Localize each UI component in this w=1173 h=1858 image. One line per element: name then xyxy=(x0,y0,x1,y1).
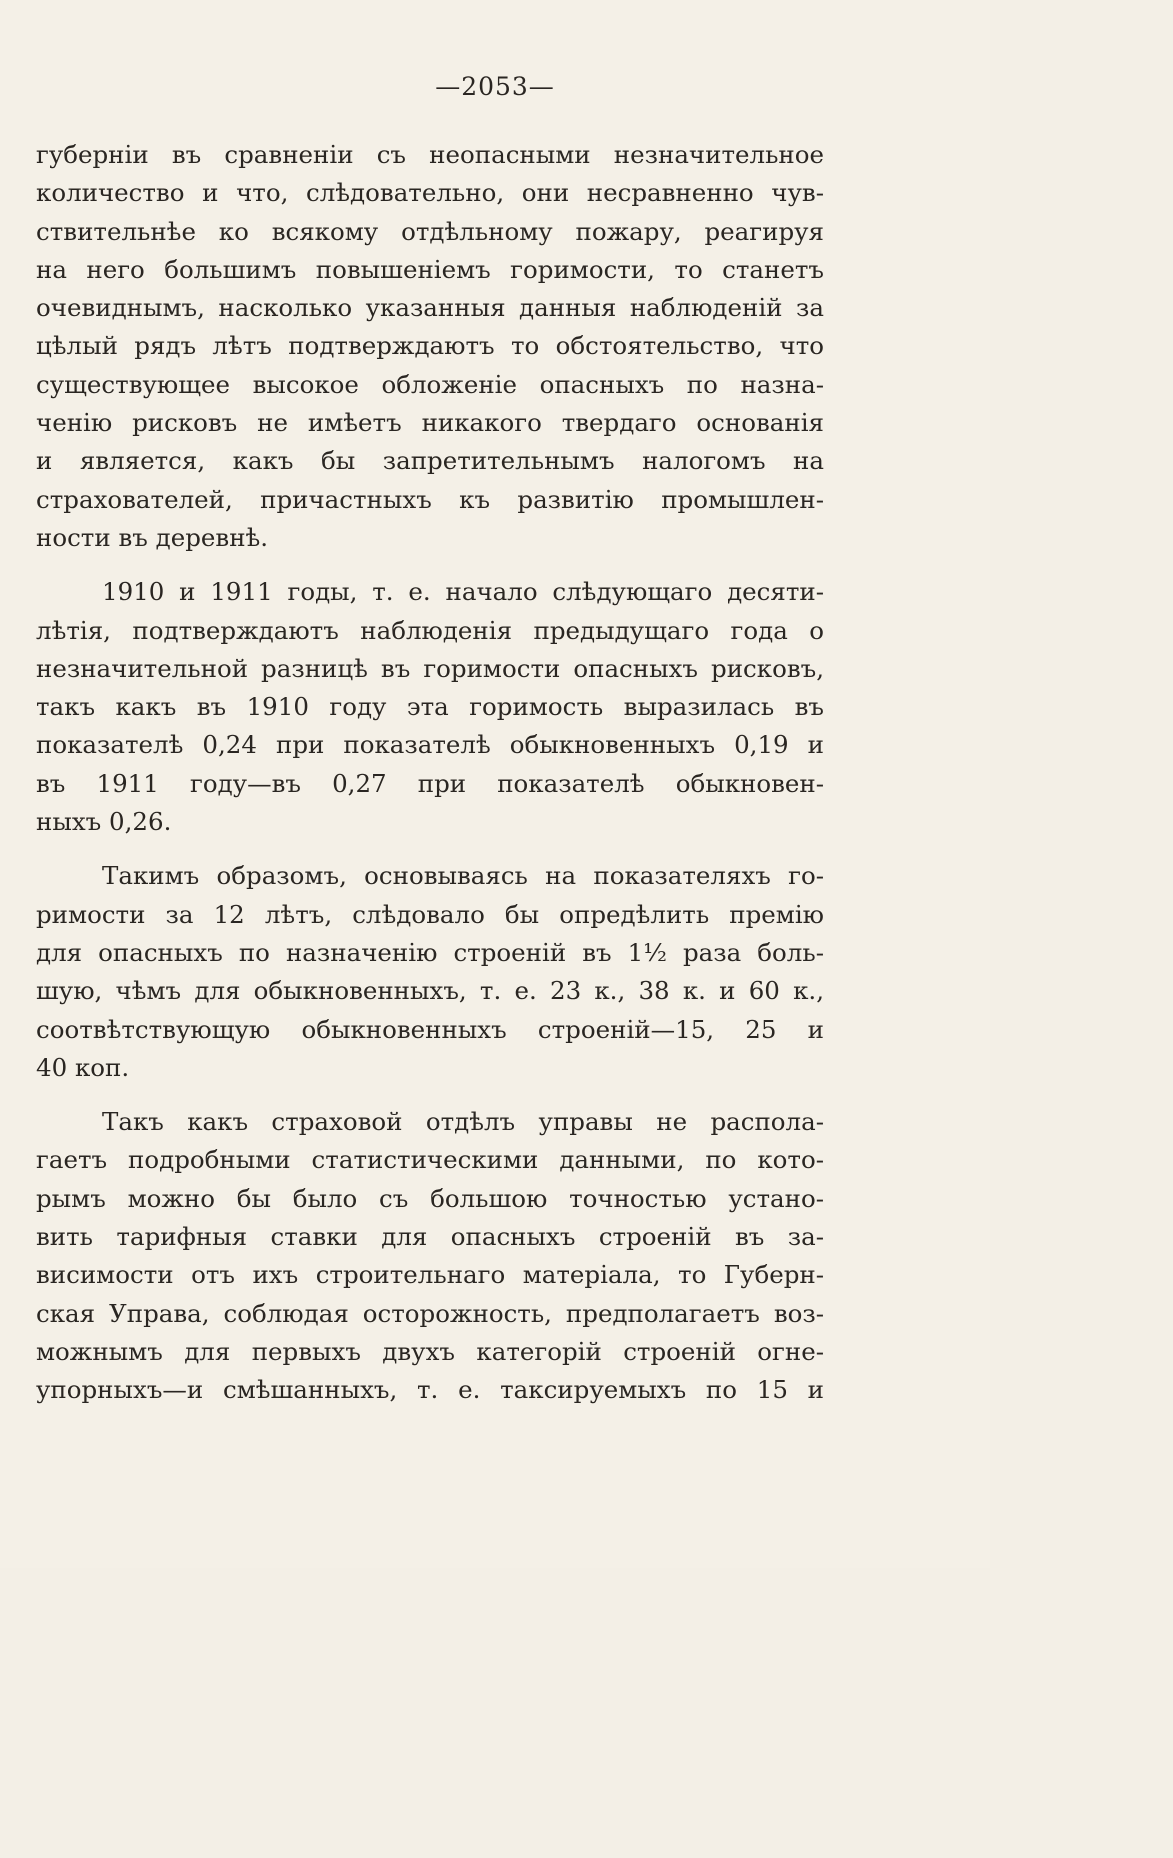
text-line: очевиднымъ, насколько указанныя данныя наблюденій за xyxy=(36,293,824,323)
text-line: вить тарифныя ставки для опасныхъ строеній въ за- xyxy=(36,1222,824,1252)
body-text xyxy=(36,136,824,1410)
text-line: существующее высокое обложеніе опасныхъ по назна- xyxy=(36,369,824,399)
paragraph xyxy=(36,1103,824,1409)
paragraph xyxy=(36,136,824,557)
text-line: количество и что, слѣдовательно, они несравненно чув- xyxy=(36,178,824,208)
text-line: лѣтія, подтверждаютъ наблюденія предыдущаго года о xyxy=(36,615,824,645)
text-line: ныхъ 0,26. xyxy=(36,807,172,837)
paragraph xyxy=(36,573,824,841)
text-line: можнымъ для первыхъ двухъ категорій строеній огне- xyxy=(36,1336,824,1366)
text-line: Такъ какъ страховой отдѣлъ управы не распола- xyxy=(102,1107,824,1137)
text-line: висимости отъ ихъ строительнаго матеріала, то Губерн- xyxy=(36,1260,824,1290)
text-line: ствительнѣе ко всякому отдѣльному пожару, реагируя xyxy=(36,216,824,246)
page-number: —2053— xyxy=(435,72,555,101)
text-line: ности въ деревнѣ. xyxy=(36,522,269,552)
text-line: показателѣ 0,24 при показателѣ обыкновенныхъ 0,19 и xyxy=(36,730,824,760)
paragraph xyxy=(36,857,824,1087)
text-line: Такимъ образомъ, основываясь на показателяхъ го- xyxy=(102,861,824,891)
paragraph-gap xyxy=(36,841,824,857)
text-line: 40 коп. xyxy=(36,1052,130,1082)
paragraph-gap xyxy=(36,557,824,573)
text-line: ченію рисковъ не имѣетъ никакого твердаго основанія xyxy=(36,408,824,438)
text-line: упорныхъ—и смѣшанныхъ, т. е. таксируемыхъ по 15 и xyxy=(36,1375,824,1405)
text-line: и является, какъ бы запретительнымъ налогомъ на xyxy=(36,446,824,476)
paragraph-gap xyxy=(36,1087,824,1103)
text-line: такъ какъ въ 1910 году эта горимость выразилась въ xyxy=(36,692,824,722)
text-line: римости за 12 лѣтъ, слѣдовало бы опредѣлить премію xyxy=(36,899,824,929)
text-line: соотвѣтствующую обыкновенныхъ строеній—15, 25 и xyxy=(36,1014,824,1044)
text-line: гаетъ подробными статистическими данными, по кото- xyxy=(36,1145,824,1175)
text-line: рымъ можно бы было съ большою точностью устано- xyxy=(36,1183,824,1213)
text-line: шую, чѣмъ для обыкновенныхъ, т. е. 23 к., 38 к. и 60 к., xyxy=(36,976,824,1006)
text-line: въ 1911 году—въ 0,27 при показателѣ обыкновен- xyxy=(36,768,824,798)
text-line: незначительной разницѣ въ горимости опасныхъ рисковъ, xyxy=(36,653,824,683)
text-line: на него большимъ повышеніемъ горимости, то станетъ xyxy=(36,254,824,284)
text-line: страхователей, причастныхъ къ развитію промышлен- xyxy=(36,484,824,514)
text-line: ская Управа, соблюдая осторожность, предполагаетъ воз- xyxy=(36,1298,824,1328)
text-line: для опасныхъ по назначенію строеній въ 1½ раза боль- xyxy=(36,937,824,967)
text-line: губерніи въ сравненіи съ неопасными незначительное xyxy=(36,140,824,169)
text-line: 1910 и 1911 годы, т. е. начало слѣдующаго десяти- xyxy=(102,577,824,607)
text-line: цѣлый рядъ лѣтъ подтверждаютъ то обстоятельство, что xyxy=(36,331,824,361)
